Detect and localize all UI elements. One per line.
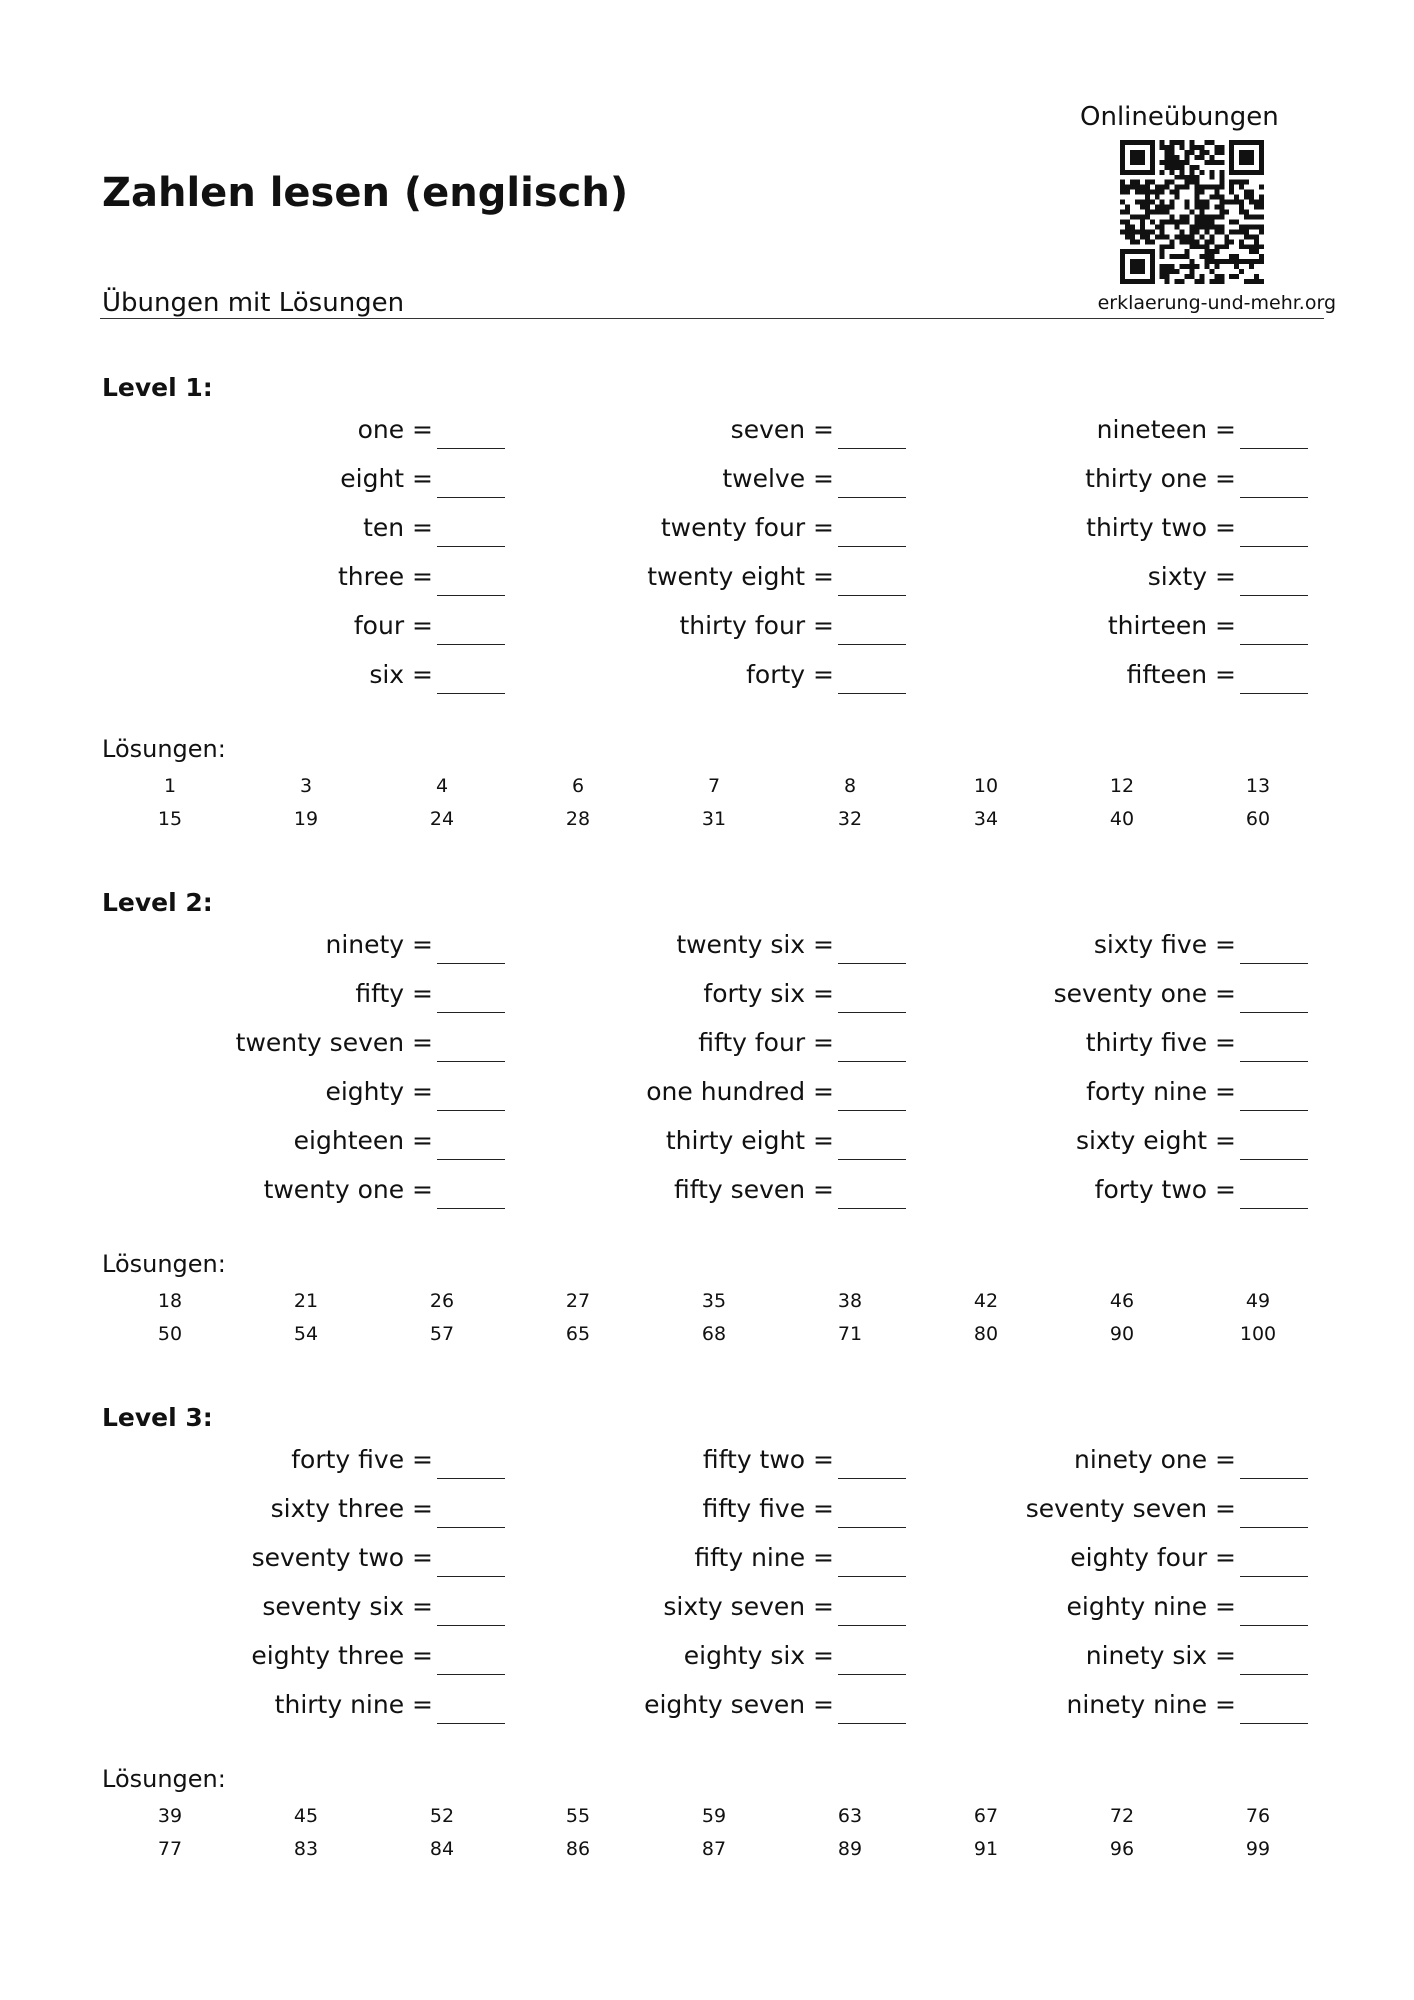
exercise-row <box>888 410 1308 450</box>
exercise-row <box>888 925 1308 965</box>
exercise-row <box>888 508 1308 548</box>
exercise-prompt: twenty seven = <box>235 1028 433 1057</box>
exercise-row <box>85 655 505 695</box>
exercise-prompt: sixty five = <box>1093 930 1236 959</box>
exercise-row <box>85 557 505 597</box>
exercise-prompt: fifty nine = <box>694 1543 834 1572</box>
solution-number: 12 <box>1109 775 1135 797</box>
answer-blank[interactable] <box>1240 963 1308 964</box>
answer-blank[interactable] <box>1240 595 1308 596</box>
exercise-row <box>85 1636 505 1676</box>
exercise-prompt: eighty nine = <box>1066 1592 1236 1621</box>
exercise-row <box>888 1489 1308 1529</box>
exercise-row <box>888 1440 1308 1480</box>
solution-number: 54 <box>293 1323 319 1345</box>
solution-number: 38 <box>837 1290 863 1312</box>
solution-number: 40 <box>1109 808 1135 830</box>
exercise-row <box>85 1538 505 1578</box>
exercise-row <box>888 1636 1308 1676</box>
exercise-prompt: ninety one = <box>1074 1445 1236 1474</box>
solution-number: 77 <box>157 1838 183 1860</box>
exercise-row <box>486 1636 906 1676</box>
solution-number: 72 <box>1109 1805 1135 1827</box>
answer-blank[interactable] <box>1240 1576 1308 1577</box>
solution-number: 52 <box>429 1805 455 1827</box>
solutions-label: Lösungen: <box>102 1765 226 1793</box>
website-link[interactable]: erklaerung-und-mehr.org <box>1097 292 1336 314</box>
exercise-prompt: eighty three = <box>251 1641 433 1670</box>
exercise-prompt: thirty two = <box>1086 513 1236 542</box>
solution-number: 91 <box>973 1838 999 1860</box>
answer-blank[interactable] <box>1240 546 1308 547</box>
answer-blank[interactable] <box>1240 1012 1308 1013</box>
solution-number: 71 <box>837 1323 863 1345</box>
exercise-prompt: three = <box>337 562 433 591</box>
level-heading: Level 2: <box>102 888 213 917</box>
solution-number: 100 <box>1239 1323 1277 1345</box>
exercise-prompt: forty = <box>746 660 834 689</box>
exercise-prompt: twenty four = <box>660 513 834 542</box>
exercise-row <box>486 1121 906 1161</box>
solution-number: 28 <box>565 808 591 830</box>
exercise-row <box>85 410 505 450</box>
exercise-prompt: eighty seven = <box>644 1690 834 1719</box>
exercise-row <box>85 1587 505 1627</box>
solution-number: 21 <box>293 1290 319 1312</box>
exercise-row <box>888 1170 1308 1210</box>
exercise-prompt: ten = <box>363 513 433 542</box>
exercise-prompt: eighty six = <box>683 1641 834 1670</box>
answer-blank[interactable] <box>1240 693 1308 694</box>
exercise-prompt: six = <box>369 660 433 689</box>
exercise-row <box>486 1538 906 1578</box>
exercise-prompt: thirty one = <box>1085 464 1236 493</box>
solution-number: 63 <box>837 1805 863 1827</box>
exercise-row <box>486 557 906 597</box>
solution-number: 4 <box>435 775 449 797</box>
exercise-prompt: thirty eight = <box>665 1126 834 1155</box>
exercise-prompt: ninety six = <box>1085 1641 1236 1670</box>
level-heading: Level 3: <box>102 1403 213 1432</box>
exercise-prompt: fifty = <box>355 979 433 1008</box>
exercise-row <box>888 606 1308 646</box>
exercise-prompt: fifteen = <box>1126 660 1236 689</box>
answer-blank[interactable] <box>1240 1527 1308 1528</box>
solution-number: 68 <box>701 1323 727 1345</box>
exercise-prompt: seven = <box>730 415 834 444</box>
solution-number: 24 <box>429 808 455 830</box>
exercise-row <box>486 974 906 1014</box>
level-heading: Level 1: <box>102 373 213 402</box>
solution-number: 6 <box>571 775 585 797</box>
solutions-label: Lösungen: <box>102 735 226 763</box>
solution-number: 59 <box>701 1805 727 1827</box>
exercise-row <box>888 459 1308 499</box>
exercise-row <box>486 1023 906 1063</box>
exercise-row <box>486 1170 906 1210</box>
exercise-row <box>486 459 906 499</box>
exercise-prompt: twelve = <box>722 464 834 493</box>
answer-blank[interactable] <box>1240 448 1308 449</box>
solution-number: 45 <box>293 1805 319 1827</box>
exercise-prompt: sixty eight = <box>1075 1126 1236 1155</box>
exercise-row <box>888 1685 1308 1725</box>
answer-blank[interactable] <box>1240 1061 1308 1062</box>
exercise-prompt: fifty five = <box>702 1494 834 1523</box>
exercise-row <box>486 925 906 965</box>
solution-number: 8 <box>843 775 857 797</box>
exercise-row <box>85 1072 505 1112</box>
solution-number: 67 <box>973 1805 999 1827</box>
exercise-prompt: fifty two = <box>702 1445 834 1474</box>
header-divider <box>100 318 1324 319</box>
exercise-row <box>888 655 1308 695</box>
exercise-prompt: fifty seven = <box>674 1175 834 1204</box>
solution-number: 27 <box>565 1290 591 1312</box>
solution-number: 19 <box>293 808 319 830</box>
exercise-prompt: one hundred = <box>646 1077 834 1106</box>
exercise-row <box>85 1170 505 1210</box>
answer-blank[interactable] <box>1240 1159 1308 1160</box>
exercise-prompt: sixty three = <box>270 1494 433 1523</box>
exercise-row <box>85 1685 505 1725</box>
exercise-prompt: eight = <box>340 464 433 493</box>
exercise-row <box>85 974 505 1014</box>
exercise-prompt: one = <box>357 415 433 444</box>
exercise-prompt: ninety nine = <box>1066 1690 1236 1719</box>
page-subtitle: Übungen mit Lösungen <box>102 288 405 318</box>
exercise-row <box>888 1121 1308 1161</box>
exercise-prompt: fifty four = <box>698 1028 834 1057</box>
solution-number: 84 <box>429 1838 455 1860</box>
solution-number: 31 <box>701 808 727 830</box>
answer-blank[interactable] <box>1240 1478 1308 1479</box>
solution-number: 42 <box>973 1290 999 1312</box>
solution-number: 7 <box>707 775 721 797</box>
exercise-row <box>486 1489 906 1529</box>
exercise-prompt: ninety = <box>325 930 433 959</box>
exercise-prompt: seventy six = <box>262 1592 433 1621</box>
solution-number: 65 <box>565 1323 591 1345</box>
solution-number: 49 <box>1245 1290 1271 1312</box>
exercise-prompt: thirty five = <box>1085 1028 1236 1057</box>
solution-number: 10 <box>973 775 999 797</box>
solution-number: 34 <box>973 808 999 830</box>
exercise-prompt: four = <box>353 611 433 640</box>
solution-number: 83 <box>293 1838 319 1860</box>
solutions-label: Lösungen: <box>102 1250 226 1278</box>
qr-code-icon <box>1120 140 1264 284</box>
exercise-row <box>85 508 505 548</box>
solution-number: 26 <box>429 1290 455 1312</box>
solution-number: 89 <box>837 1838 863 1860</box>
exercise-row <box>85 1489 505 1529</box>
answer-blank[interactable] <box>1240 1208 1308 1209</box>
exercise-row <box>486 410 906 450</box>
exercise-prompt: eighty four = <box>1070 1543 1236 1572</box>
exercise-prompt: nineteen = <box>1096 415 1236 444</box>
exercise-prompt: seventy seven = <box>1025 1494 1236 1523</box>
exercise-prompt: forty five = <box>291 1445 433 1474</box>
solution-number: 87 <box>701 1838 727 1860</box>
answer-blank[interactable] <box>1240 1625 1308 1626</box>
answer-blank[interactable] <box>1240 1110 1308 1111</box>
solution-number: 99 <box>1245 1838 1271 1860</box>
exercise-row <box>888 1587 1308 1627</box>
exercise-row <box>85 1023 505 1063</box>
answer-blank[interactable] <box>1240 1674 1308 1675</box>
exercise-row <box>486 1072 906 1112</box>
answer-blank[interactable] <box>1240 644 1308 645</box>
solution-number: 76 <box>1245 1805 1271 1827</box>
exercise-row <box>85 1440 505 1480</box>
exercise-prompt: twenty eight = <box>647 562 834 591</box>
exercise-row <box>85 925 505 965</box>
exercise-prompt: seventy one = <box>1053 979 1236 1008</box>
solution-number: 55 <box>565 1805 591 1827</box>
solution-number: 3 <box>299 775 313 797</box>
answer-blank[interactable] <box>1240 1723 1308 1724</box>
solution-number: 15 <box>157 808 183 830</box>
exercise-row <box>486 1440 906 1480</box>
exercise-row <box>888 1538 1308 1578</box>
exercise-prompt: thirty four = <box>679 611 834 640</box>
exercise-row <box>85 606 505 646</box>
exercise-prompt: forty nine = <box>1086 1077 1236 1106</box>
solution-number: 39 <box>157 1805 183 1827</box>
solution-number: 13 <box>1245 775 1271 797</box>
exercise-row <box>888 557 1308 597</box>
exercise-row <box>486 1587 906 1627</box>
page-title: Zahlen lesen (englisch) <box>102 170 629 216</box>
online-exercises-label: Onlineübungen <box>1080 102 1279 132</box>
exercise-prompt: thirteen = <box>1107 611 1236 640</box>
exercise-row <box>486 508 906 548</box>
exercise-prompt: thirty nine = <box>274 1690 433 1719</box>
exercise-row <box>888 974 1308 1014</box>
exercise-row <box>888 1023 1308 1063</box>
solution-number: 32 <box>837 808 863 830</box>
exercise-prompt: eighteen = <box>293 1126 433 1155</box>
exercise-prompt: twenty six = <box>676 930 834 959</box>
exercise-prompt: eighty = <box>325 1077 433 1106</box>
exercise-prompt: sixty = <box>1147 562 1236 591</box>
solution-number: 50 <box>157 1323 183 1345</box>
solution-number: 18 <box>157 1290 183 1312</box>
exercise-row <box>486 606 906 646</box>
solution-number: 35 <box>701 1290 727 1312</box>
exercise-prompt: seventy two = <box>251 1543 433 1572</box>
solution-number: 80 <box>973 1323 999 1345</box>
exercise-prompt: forty two = <box>1094 1175 1236 1204</box>
solution-number: 96 <box>1109 1838 1135 1860</box>
exercise-row <box>85 1121 505 1161</box>
solution-number: 46 <box>1109 1290 1135 1312</box>
exercise-prompt: forty six = <box>703 979 834 1008</box>
solution-number: 60 <box>1245 808 1271 830</box>
exercise-row <box>486 1685 906 1725</box>
exercise-row <box>85 459 505 499</box>
exercise-row <box>888 1072 1308 1112</box>
answer-blank[interactable] <box>1240 497 1308 498</box>
exercise-row <box>486 655 906 695</box>
solution-number: 57 <box>429 1323 455 1345</box>
exercise-prompt: sixty seven = <box>663 1592 834 1621</box>
solution-number: 86 <box>565 1838 591 1860</box>
solution-number: 90 <box>1109 1323 1135 1345</box>
exercise-prompt: twenty one = <box>263 1175 433 1204</box>
solution-number: 1 <box>163 775 177 797</box>
